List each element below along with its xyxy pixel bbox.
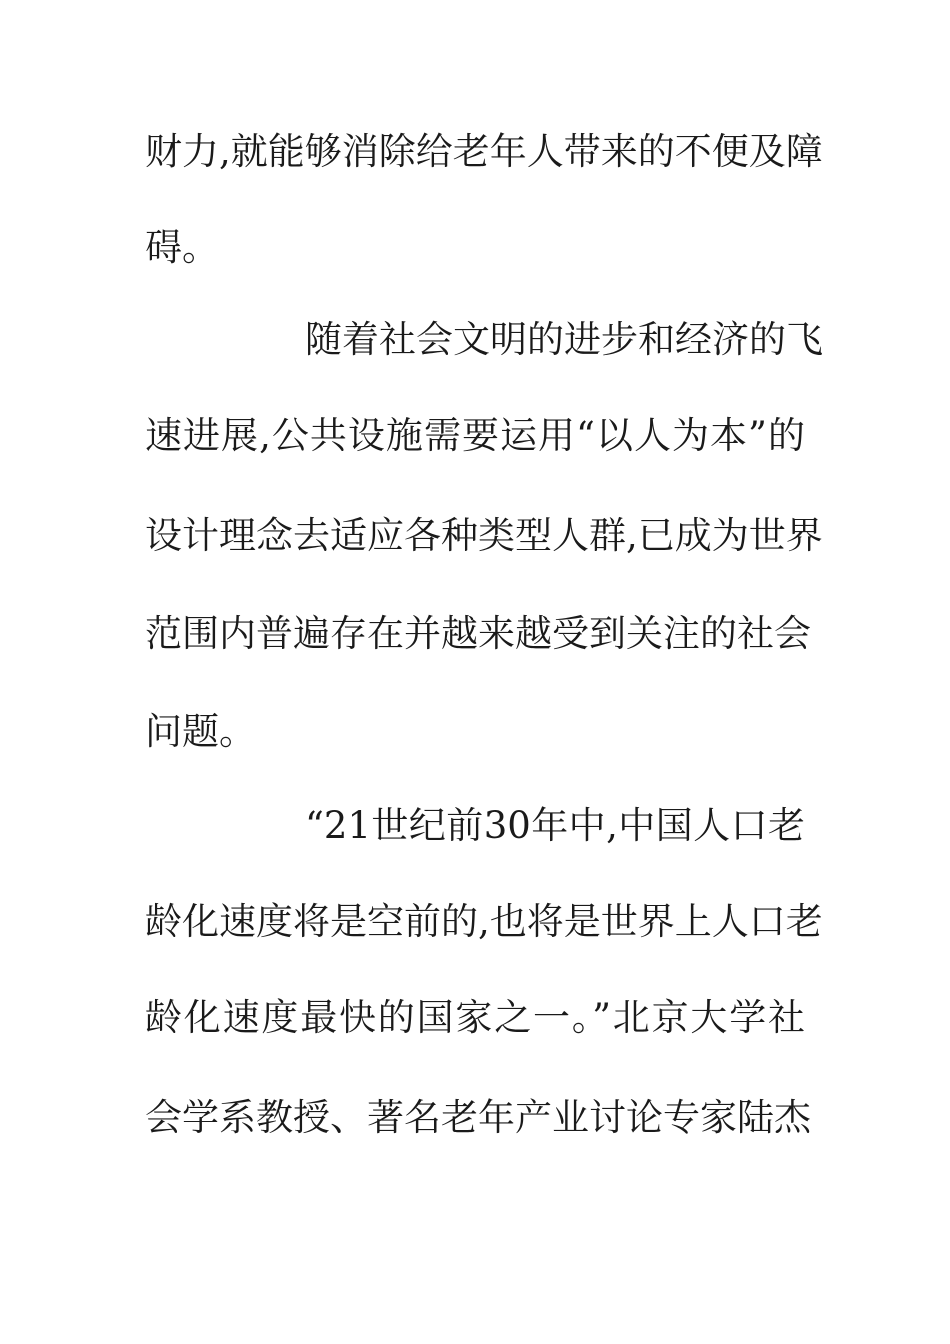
- text-line: 速进展,公共设施需要运用“以人为本”的: [145, 414, 805, 457]
- text-line: 会学系教授、著名老年产业讨论专家陆杰: [145, 1096, 811, 1139]
- text-line: 财力,就能够消除给老年人带来的不便及障: [145, 130, 823, 173]
- text-line: 范围内普遍存在并越来越受到关注的社会: [145, 612, 811, 655]
- paragraph-start-line: 随着社会文明的进步和经济的飞: [305, 318, 823, 361]
- text-line: 龄化速度将是空前的,也将是世界上人口老: [145, 900, 823, 943]
- text-line: 碍。: [145, 226, 219, 269]
- text-line: 问题。: [145, 710, 256, 753]
- paragraph-start-line: “21世纪前30年中,中国人口老: [305, 804, 805, 847]
- text-line: 龄化速度最快的国家之一。”北京大学社: [145, 996, 805, 1039]
- text-line: 设计理念去适应各种类型人群,已成为世界: [145, 514, 823, 557]
